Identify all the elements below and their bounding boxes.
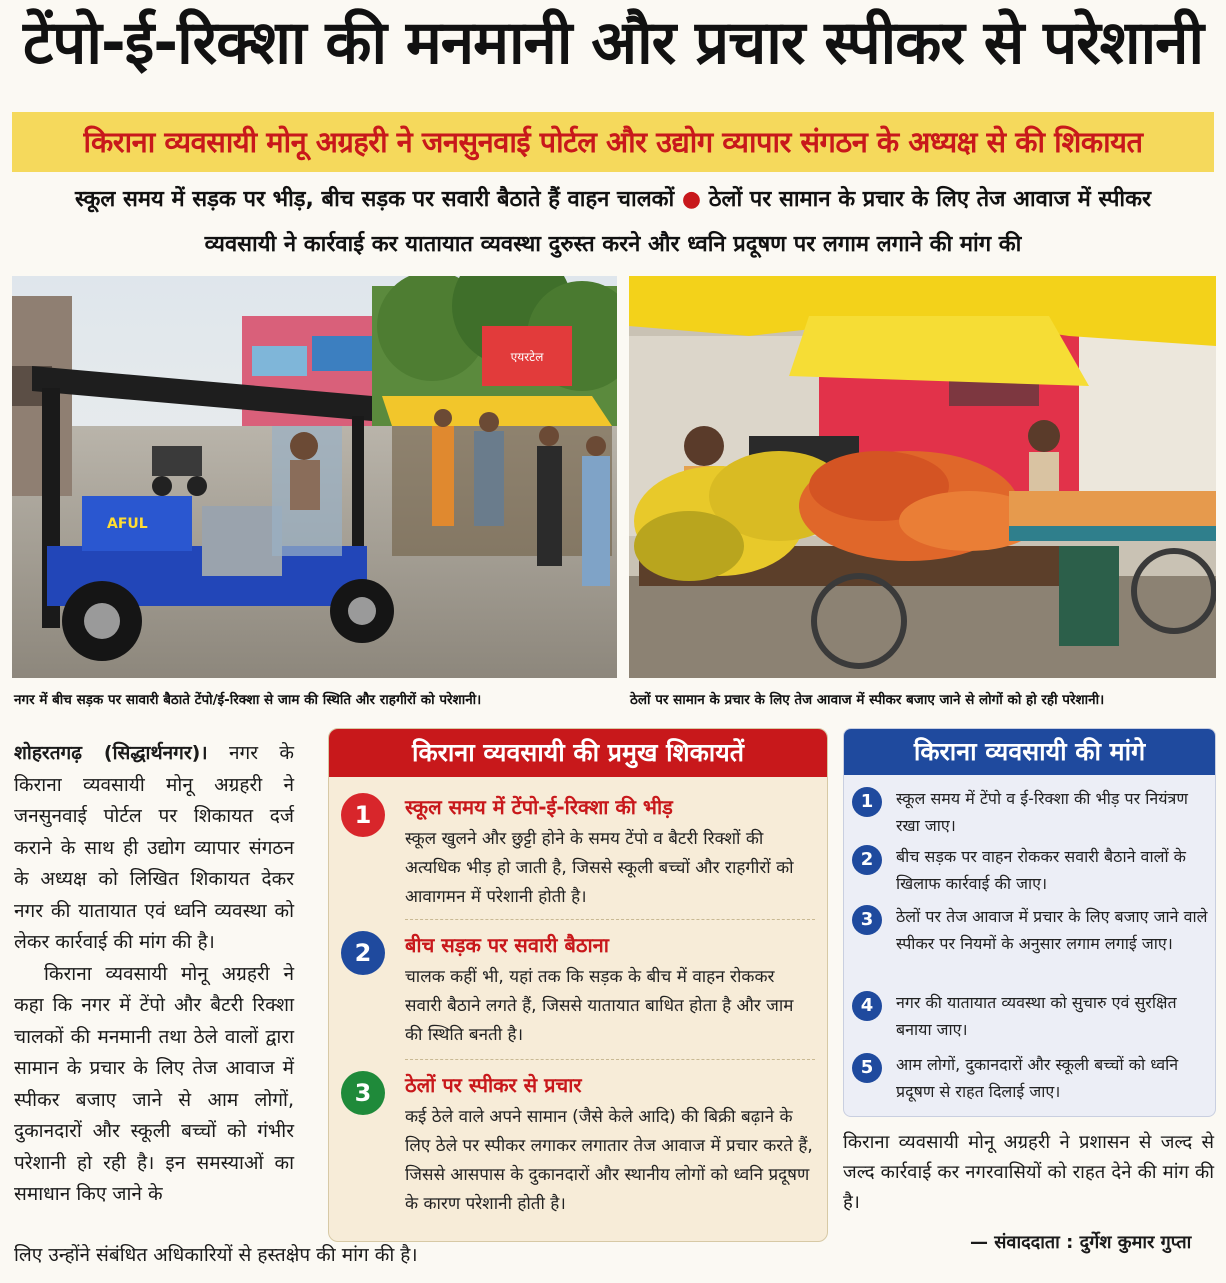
article-paragraph-1 bbox=[14, 738, 294, 959]
deck-bullet: ● bbox=[681, 187, 702, 212]
demand-number-3: 3 bbox=[852, 905, 882, 935]
complaint-number-3: 3 bbox=[341, 1071, 385, 1115]
demand-text-5: आम लोगों, दुकानदारों और स्कूली बच्चों को ध्वनि प्रदूषण से राहत दिलाई जाए। bbox=[896, 1055, 1179, 1101]
byline-label: — संवाददाता : bbox=[970, 1232, 1074, 1253]
demands-heading: किराना व्यवसायी की मांगे bbox=[844, 729, 1215, 775]
complaint-text-1: स्कूल खुलने और छुट्टी होने के समय टेंपो व बैटरी रिक्शों की अत्यधिक भीड़ हो जाती है, जिससे स्कूली बच्चों और राहगीरों को आवागमन में परेशानी होती है। bbox=[405, 829, 794, 907]
sign-airtel-text: एयरटेल bbox=[510, 350, 544, 364]
deck-line-1 bbox=[0, 183, 1226, 217]
complaint-number-2: 2 bbox=[341, 931, 385, 975]
complaint-number-1: 1 bbox=[341, 793, 385, 837]
demand-text-2: बीच सड़क पर वाहन रोककर सवारी बैठाने वालों के खिलाफ कार्रवाई की जाए। bbox=[896, 847, 1186, 893]
complaint-title-3: ठेलों पर स्पीकर से प्रचार bbox=[405, 1073, 582, 1097]
complaint-title-2: बीच सड़क पर सवारी बैठाना bbox=[405, 933, 609, 957]
demand-text-1: स्कूल समय में टेंपो व ई-रिक्शा की भीड़ पर नियंत्रण रखा जाए। bbox=[896, 789, 1188, 835]
deck-part-a: स्कूल समय में सड़क पर भीड़, बीच सड़क पर सवारी बैठाते हैं वाहन चालकों bbox=[74, 187, 675, 212]
demand-number-5: 5 bbox=[852, 1053, 882, 1083]
photo-caption-right: ठेलों पर सामान के प्रचार के लिए तेज आवाज में स्पीकर बजाए जाने से लोगों को हो रही परेशानी। bbox=[630, 692, 1105, 708]
paragraph-1-text: नगर के किराना व्यवसायी मोनू अग्रहरी ने जनसुनवाई पोर्टल पर शिकायत दर्ज कराने के साथ ही उद्योग व्यापार संगठन के अध्यक्ष को लिखित शिकायत देकर नगर की यातायात एवं ध्वनि व्यवस्था को लेकर कार्रवाई की मांग की है। bbox=[14, 742, 294, 953]
photo-street-erickshaw bbox=[12, 276, 617, 678]
demand-number-1: 1 bbox=[852, 787, 882, 817]
complaints-box bbox=[328, 728, 828, 1242]
demand-number-2: 2 bbox=[852, 845, 882, 875]
deck-line-2: व्यवसायी ने कार्रवाई कर यातायात व्यवस्था दुरुस्त करने और ध्वनि प्रदूषण पर लगाम लगाने की मांग की bbox=[204, 232, 1022, 257]
deck-part-b: ठेलों पर सामान के प्रचार के लिए तेज आवाज में स्पीकर bbox=[708, 187, 1152, 212]
complaints-heading: किराना व्यवसायी की प्रमुख शिकायतें bbox=[329, 729, 827, 777]
dateline: शोहरतगढ़ (सिद्धार्थनगर)। bbox=[14, 742, 208, 764]
demand-text-4: नगर की यातायात व्यवस्था को सुचारु एवं सुरक्षित बनाया जाए। bbox=[896, 993, 1177, 1039]
demand-number-4: 4 bbox=[852, 991, 882, 1021]
complaint-title-1: स्कूल समय में टेंपो-ई-रिक्शा की भीड़ bbox=[405, 795, 673, 819]
photo-caption-left: नगर में बीच सड़क पर सावारी बैठाते टेंपो/ई-रिक्शा से जाम की स्थिति और राहगीरों को परेशानी। bbox=[14, 692, 482, 708]
subheadline-band bbox=[12, 112, 1214, 172]
subheadline: किराना व्यवसायी मोनू अग्रहरी ने जनसुनवाई पोर्टल और उद्योग व्यापार संगठन के अध्यक्ष से की शिकायत bbox=[83, 125, 1143, 159]
article-paragraph-2: किराना व्यवसायी मोनू अग्रहरी ने कहा कि नगर में टेंपो और बैटरी रिक्शा चालकों की मनमानी तथा ठेले वालों द्वारा सामान के प्रचार के लिए तेज आवाज में स्पीकर बजाए जाने से आम लोगों, दुकानदारों और स्कूली बच्चों को गंभीर परेशानी हो रही है। इन समस्याओं का समाधान किए जाने के bbox=[14, 962, 294, 1205]
complaint-text-3: कई ठेले वाले अपने सामान (जैसे केले आदि) की बिक्री बढ़ाने के लिए ठेले पर स्पीकर लगाकर लगातार तेज आवाज में प्रचार करते हैं, जिससे आसपास के दुकानदारों और स्थानीय लोगों को ध्वनि प्रदूषण के कारण परेशानी होती है। bbox=[405, 1107, 813, 1214]
headline: टेंपो-ई-रिक्शा की मनमानी और प्रचार स्पीकर से परेशानी bbox=[23, 8, 1203, 78]
complaint-divider bbox=[405, 919, 815, 920]
byline bbox=[970, 1230, 1191, 1254]
rickshaw-brand-text: AFUL bbox=[107, 516, 148, 532]
complaint-divider bbox=[405, 1059, 815, 1060]
complaint-text-2: चालक कहीं भी, यहां तक कि सड़क के बीच में वाहन रोककर सवारी बैठाने लगते हैं, जिससे यातायात बाधित होता है और जाम की स्थिति बनती है। bbox=[405, 967, 794, 1045]
demands-box bbox=[843, 728, 1216, 1117]
photo-fruit-cart bbox=[629, 276, 1216, 678]
demand-text-3: ठेलों पर तेज आवाज में प्रचार के लिए बजाए जाने वाले स्पीकर पर नियमों के अनुसार लगाम लगाई जाए। bbox=[896, 907, 1208, 953]
byline-name: दुर्गेश कुमार गुप्ता bbox=[1079, 1232, 1192, 1253]
article-paragraph-2-tail: लिए उन्होंने संबंधित अधिकारियों से हस्तक्षेप की मांग की है। bbox=[14, 1244, 418, 1266]
closing-paragraph: किराना व्यवसायी मोनू अग्रहरी ने प्रशासन से जल्द से जल्द कार्रवाई कर नगरवासियों को राहत देने की मांग की है। bbox=[843, 1132, 1214, 1213]
article-body bbox=[14, 738, 294, 1211]
